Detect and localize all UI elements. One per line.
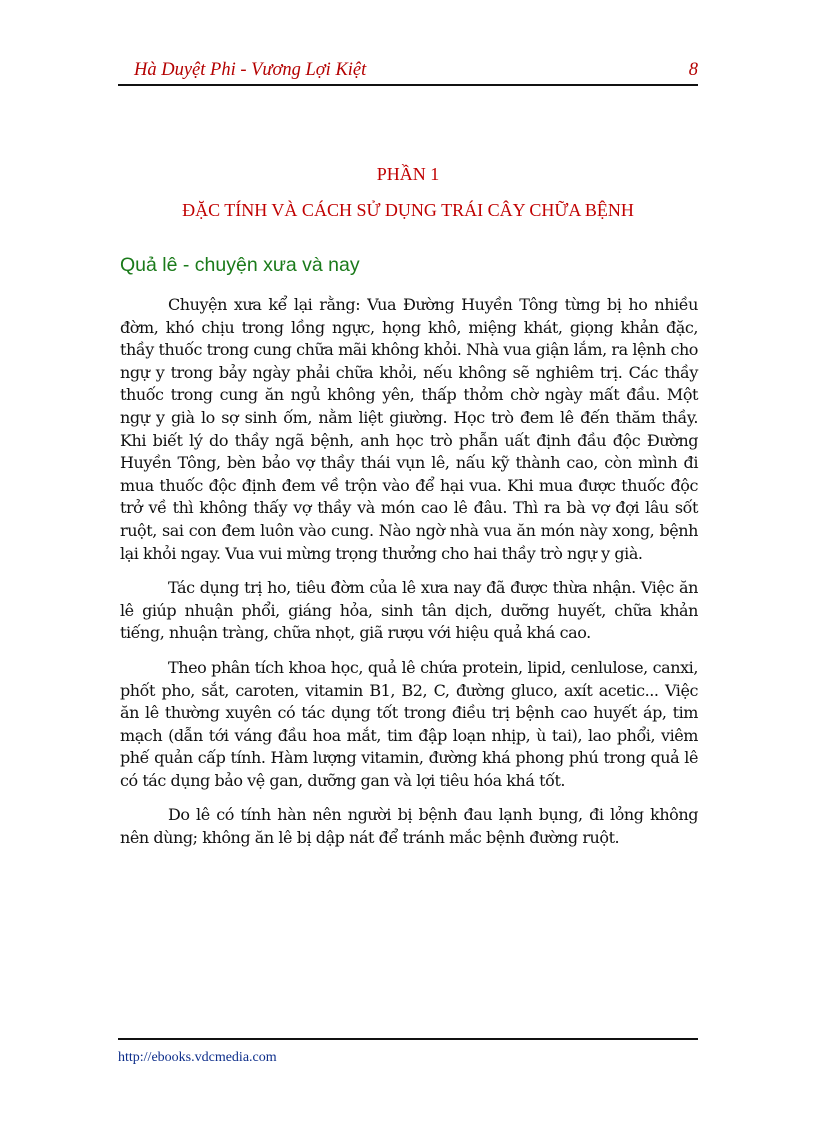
footer-url-link[interactable]: http://ebooks.vdcmedia.com: [118, 1050, 277, 1065]
paragraph: Theo phân tích khoa học, quả lê chứa protein, lipid, cenlulose, canxi, phốt pho, sắt, caroten, vitamin B1, B2, C, đường gluco, axít acetic... Việc ăn lê thường xuyên có tác dụng tốt trong điều trị bệnh cao huyết áp, tim mạch (dẫn tới váng đầu hoa mắt, tim đập loạn nhịp, ù tai), lao phổi, viêm phế quản cấp tính. Hàm lượng vitamin, đường khá phong phú trong quả lê có tác dụng bảo vệ gan, dưỡng gan và lợi tiêu hóa khá tốt.: [120, 657, 698, 790]
part-label: PHẦN 1: [376, 164, 440, 184]
section-title: Quả lê - chuyện xưa và nay: [120, 254, 360, 276]
page-header: [118, 58, 698, 86]
body-text: [120, 294, 698, 862]
page-footer: [118, 1038, 698, 1066]
paragraph: Chuyện xưa kể lại rằng: Vua Đường Huyền Tông từng bị ho nhiều đờm, khó chịu trong lồng ngực, họng khô, miệng khát, giọng khản đặc, thầy thuốc trong cung chữa mãi không khỏi. Nhà vua giận lắm, ra lệnh cho ngự y trong bảy ngày phải chữa khỏi, nếu không sẽ nghiêm trị. Các thầy thuốc trong cung ăn ngủ không yên, thấp thỏm chờ ngày mất đầu. Một ngự y già lo sợ sinh ốm, nằm liệt giường. Học trò đem lê đến thăm thầy. Khi biết lý do thầy ngã bệnh, anh học trò phẫn uất định đầu độc Đường Huyền Tông, bèn bảo vợ thầy thái vụn lê, nấu kỹ thành cao, còn mình đi mua thuốc độc định đem về trộn vào để hại vua. Khi mua được thuốc độc trở về thì không thấy vợ thầy và món cao lê đâu. Thì ra bà vợ đợi lâu sốt ruột, sai con đem luôn vào cung. Nào ngờ nhà vua ăn món này xong, bệnh lại khỏi ngay. Vua vui mừng trọng thưởng cho hai thầy trò ngự y già.: [120, 295, 698, 563]
page-number: 8: [688, 60, 698, 80]
paragraph: Tác dụng trị ho, tiêu đờm của lê xưa nay đã được thừa nhận. Việc ăn lê giúp nhuận phổi, giáng hỏa, sinh tân dịch, dưỡng huyết, chữa khản tiếng, nhuận tràng, chữa nhọt, giã rượu với hiệu quả khá cao.: [120, 578, 698, 643]
paragraph: Do lê có tính hàn nên người bị bệnh đau lạnh bụng, đi lỏng không nên dùng; không ăn lê bị dập nát để tránh mắc bệnh đường ruột.: [120, 805, 698, 848]
header-author: Hà Duyệt Phi - Vương Lợi Kiệt: [134, 60, 367, 80]
part-title: ĐẶC TÍNH VÀ CÁCH SỬ DỤNG TRÁI CÂY CHỮA BỆNH: [182, 200, 634, 220]
